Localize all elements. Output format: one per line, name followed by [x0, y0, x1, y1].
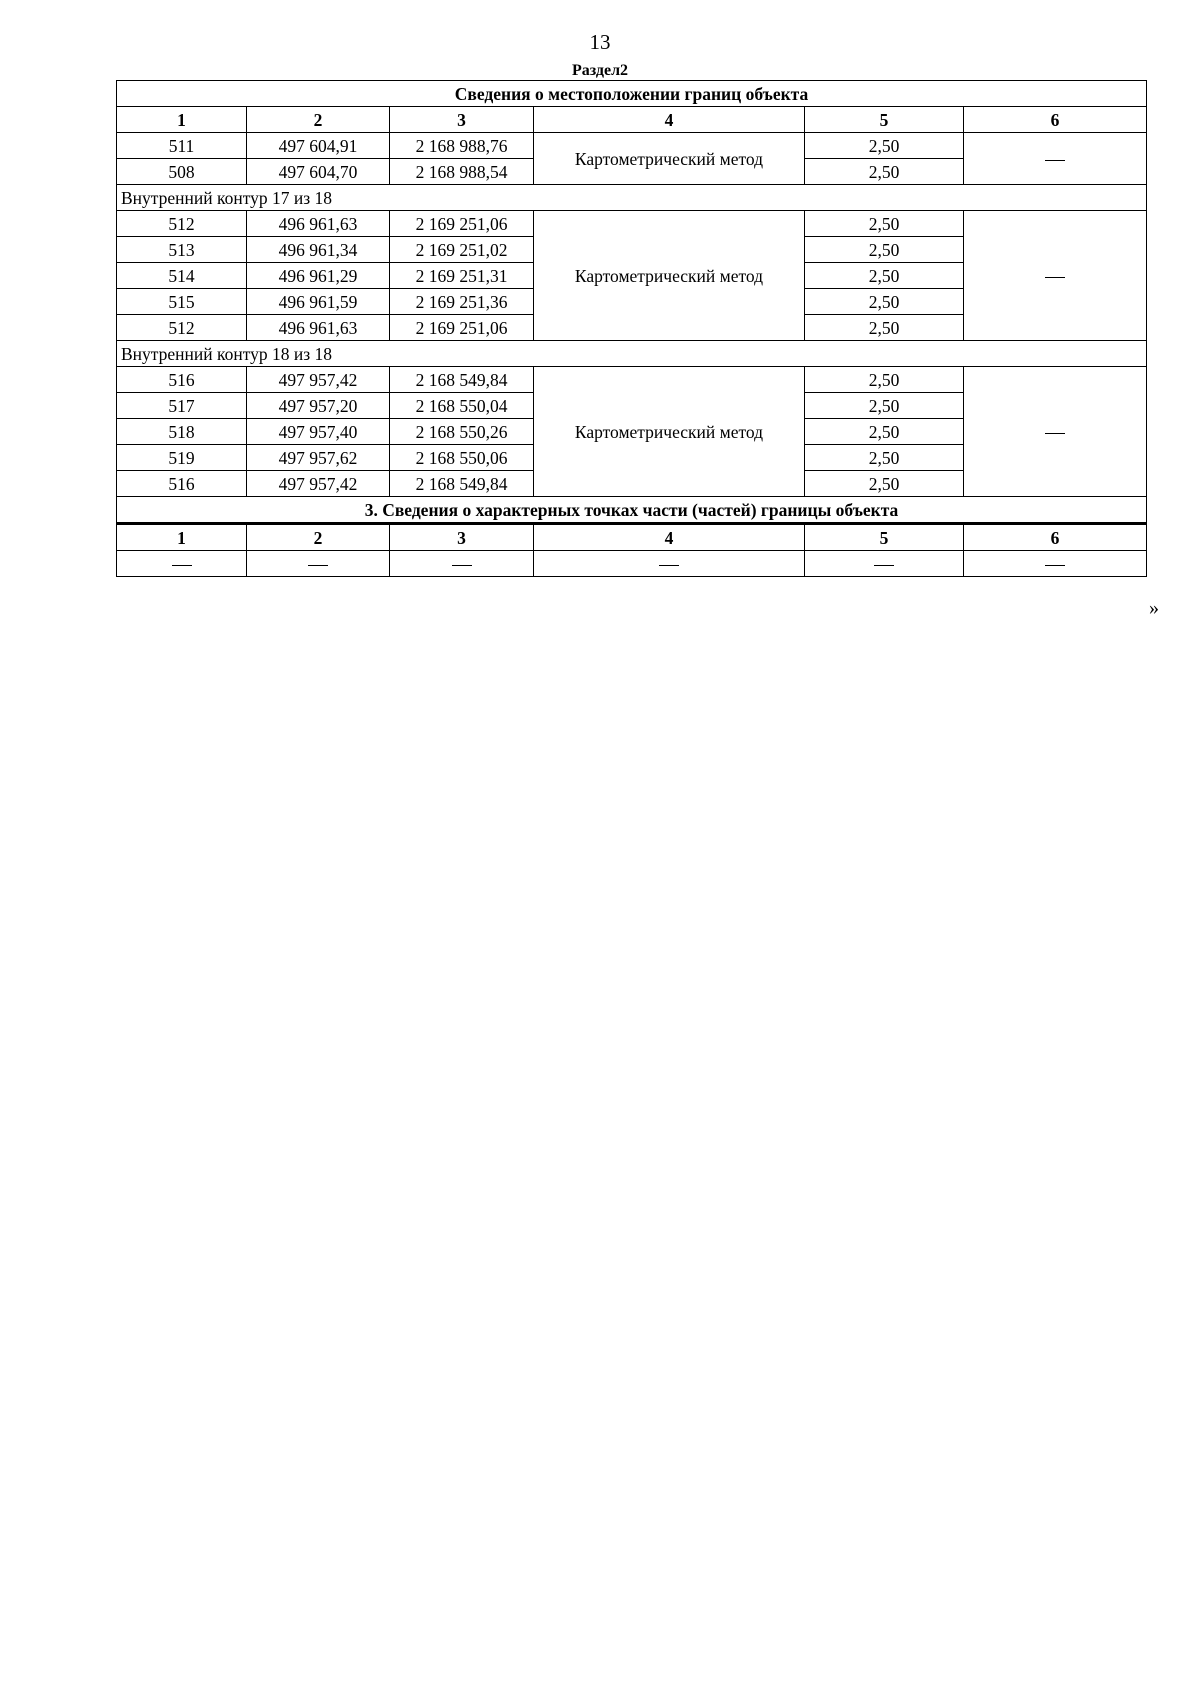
accuracy: 2,50: [805, 263, 964, 289]
boundary-table: [116, 80, 1147, 577]
accuracy: 2,50: [805, 133, 964, 159]
section3-title-row: [117, 497, 1147, 524]
dash-mark: [452, 565, 472, 566]
dash-mark: [1045, 433, 1065, 434]
dash-mark: [659, 565, 679, 566]
contour-label: Внутренний контур 18 из 18: [117, 341, 1147, 367]
coord-y: 2 168 550,26: [390, 419, 534, 445]
coord-y: 2 168 988,54: [390, 159, 534, 185]
section3-title: 3. Сведения о характерных точках части (частей) границы объекта: [117, 497, 1147, 524]
column-number: 2: [247, 107, 390, 133]
contour-label-row: [117, 185, 1147, 211]
col6-cell: [964, 211, 1147, 341]
point-number: 508: [117, 159, 247, 185]
point-number: 514: [117, 263, 247, 289]
column-number: 1: [117, 107, 247, 133]
dash-mark: [1045, 160, 1065, 161]
column-number: 5: [805, 524, 964, 551]
point-number: 513: [117, 237, 247, 263]
accuracy: 2,50: [805, 237, 964, 263]
page-number: 13: [589, 30, 611, 54]
column-number: 1: [117, 524, 247, 551]
table-title: Сведения о местоположении границ объекта: [117, 81, 1147, 107]
table-row: [117, 367, 1147, 393]
coord-x: 497 604,91: [247, 133, 390, 159]
column-number: 6: [964, 107, 1147, 133]
column-numbers-row: [117, 107, 1147, 133]
coord-y: 2 168 549,84: [390, 471, 534, 497]
column-number: 4: [534, 107, 805, 133]
empty-cell: [247, 551, 390, 577]
method-cell: Картометрический метод: [534, 367, 805, 497]
col6-cell: [964, 133, 1147, 185]
coord-x: 497 957,42: [247, 471, 390, 497]
point-number: 512: [117, 315, 247, 341]
accuracy: 2,50: [805, 211, 964, 237]
closing-quote: »: [1149, 597, 1159, 619]
column-number: 3: [390, 524, 534, 551]
coord-y: 2 168 549,84: [390, 367, 534, 393]
coord-y: 2 169 251,06: [390, 315, 534, 341]
point-number: 518: [117, 419, 247, 445]
accuracy: 2,50: [805, 393, 964, 419]
empty-cell: [117, 551, 247, 577]
empty-cell: [534, 551, 805, 577]
accuracy: 2,50: [805, 445, 964, 471]
coord-y: 2 169 251,06: [390, 211, 534, 237]
accuracy: 2,50: [805, 315, 964, 341]
col6-cell: [964, 367, 1147, 497]
section3-column-numbers-row: [117, 524, 1147, 551]
table-row: [117, 133, 1147, 159]
accuracy: 2,50: [805, 159, 964, 185]
coord-x: 497 957,42: [247, 367, 390, 393]
dash-mark: [1045, 277, 1065, 278]
empty-cell: [964, 551, 1147, 577]
dash-mark: [172, 565, 192, 566]
empty-cell: [390, 551, 534, 577]
accuracy: 2,50: [805, 367, 964, 393]
column-number: 2: [247, 524, 390, 551]
coord-x: 496 961,34: [247, 237, 390, 263]
point-number: 516: [117, 471, 247, 497]
point-number: 511: [117, 133, 247, 159]
table-title-row: [117, 81, 1147, 107]
coord-x: 497 957,40: [247, 419, 390, 445]
coord-x: 496 961,29: [247, 263, 390, 289]
coord-x: 497 604,70: [247, 159, 390, 185]
column-number: 4: [534, 524, 805, 551]
point-number: 512: [117, 211, 247, 237]
empty-cell: [805, 551, 964, 577]
point-number: 516: [117, 367, 247, 393]
dash-mark: [874, 565, 894, 566]
dash-mark: [308, 565, 328, 566]
method-cell: Картометрический метод: [534, 133, 805, 185]
coord-x: 496 961,63: [247, 315, 390, 341]
method-cell: Картометрический метод: [534, 211, 805, 341]
coord-x: 496 961,59: [247, 289, 390, 315]
point-number: 519: [117, 445, 247, 471]
coord-y: 2 169 251,36: [390, 289, 534, 315]
accuracy: 2,50: [805, 471, 964, 497]
section3-empty-row: [117, 551, 1147, 577]
coord-y: 2 168 550,06: [390, 445, 534, 471]
point-number: 515: [117, 289, 247, 315]
contour-label-row: [117, 341, 1147, 367]
coord-x: 497 957,20: [247, 393, 390, 419]
coord-y: 2 169 251,31: [390, 263, 534, 289]
point-number: 517: [117, 393, 247, 419]
column-number: 6: [964, 524, 1147, 551]
coord-x: 496 961,63: [247, 211, 390, 237]
contour-label: Внутренний контур 17 из 18: [117, 185, 1147, 211]
dash-mark: [1045, 565, 1065, 566]
column-number: 3: [390, 107, 534, 133]
accuracy: 2,50: [805, 289, 964, 315]
coord-x: 497 957,62: [247, 445, 390, 471]
coord-y: 2 168 988,76: [390, 133, 534, 159]
coord-y: 2 169 251,02: [390, 237, 534, 263]
column-number: 5: [805, 107, 964, 133]
accuracy: 2,50: [805, 419, 964, 445]
table-row: [117, 211, 1147, 237]
coord-y: 2 168 550,04: [390, 393, 534, 419]
section-title: Раздел2: [571, 62, 629, 79]
